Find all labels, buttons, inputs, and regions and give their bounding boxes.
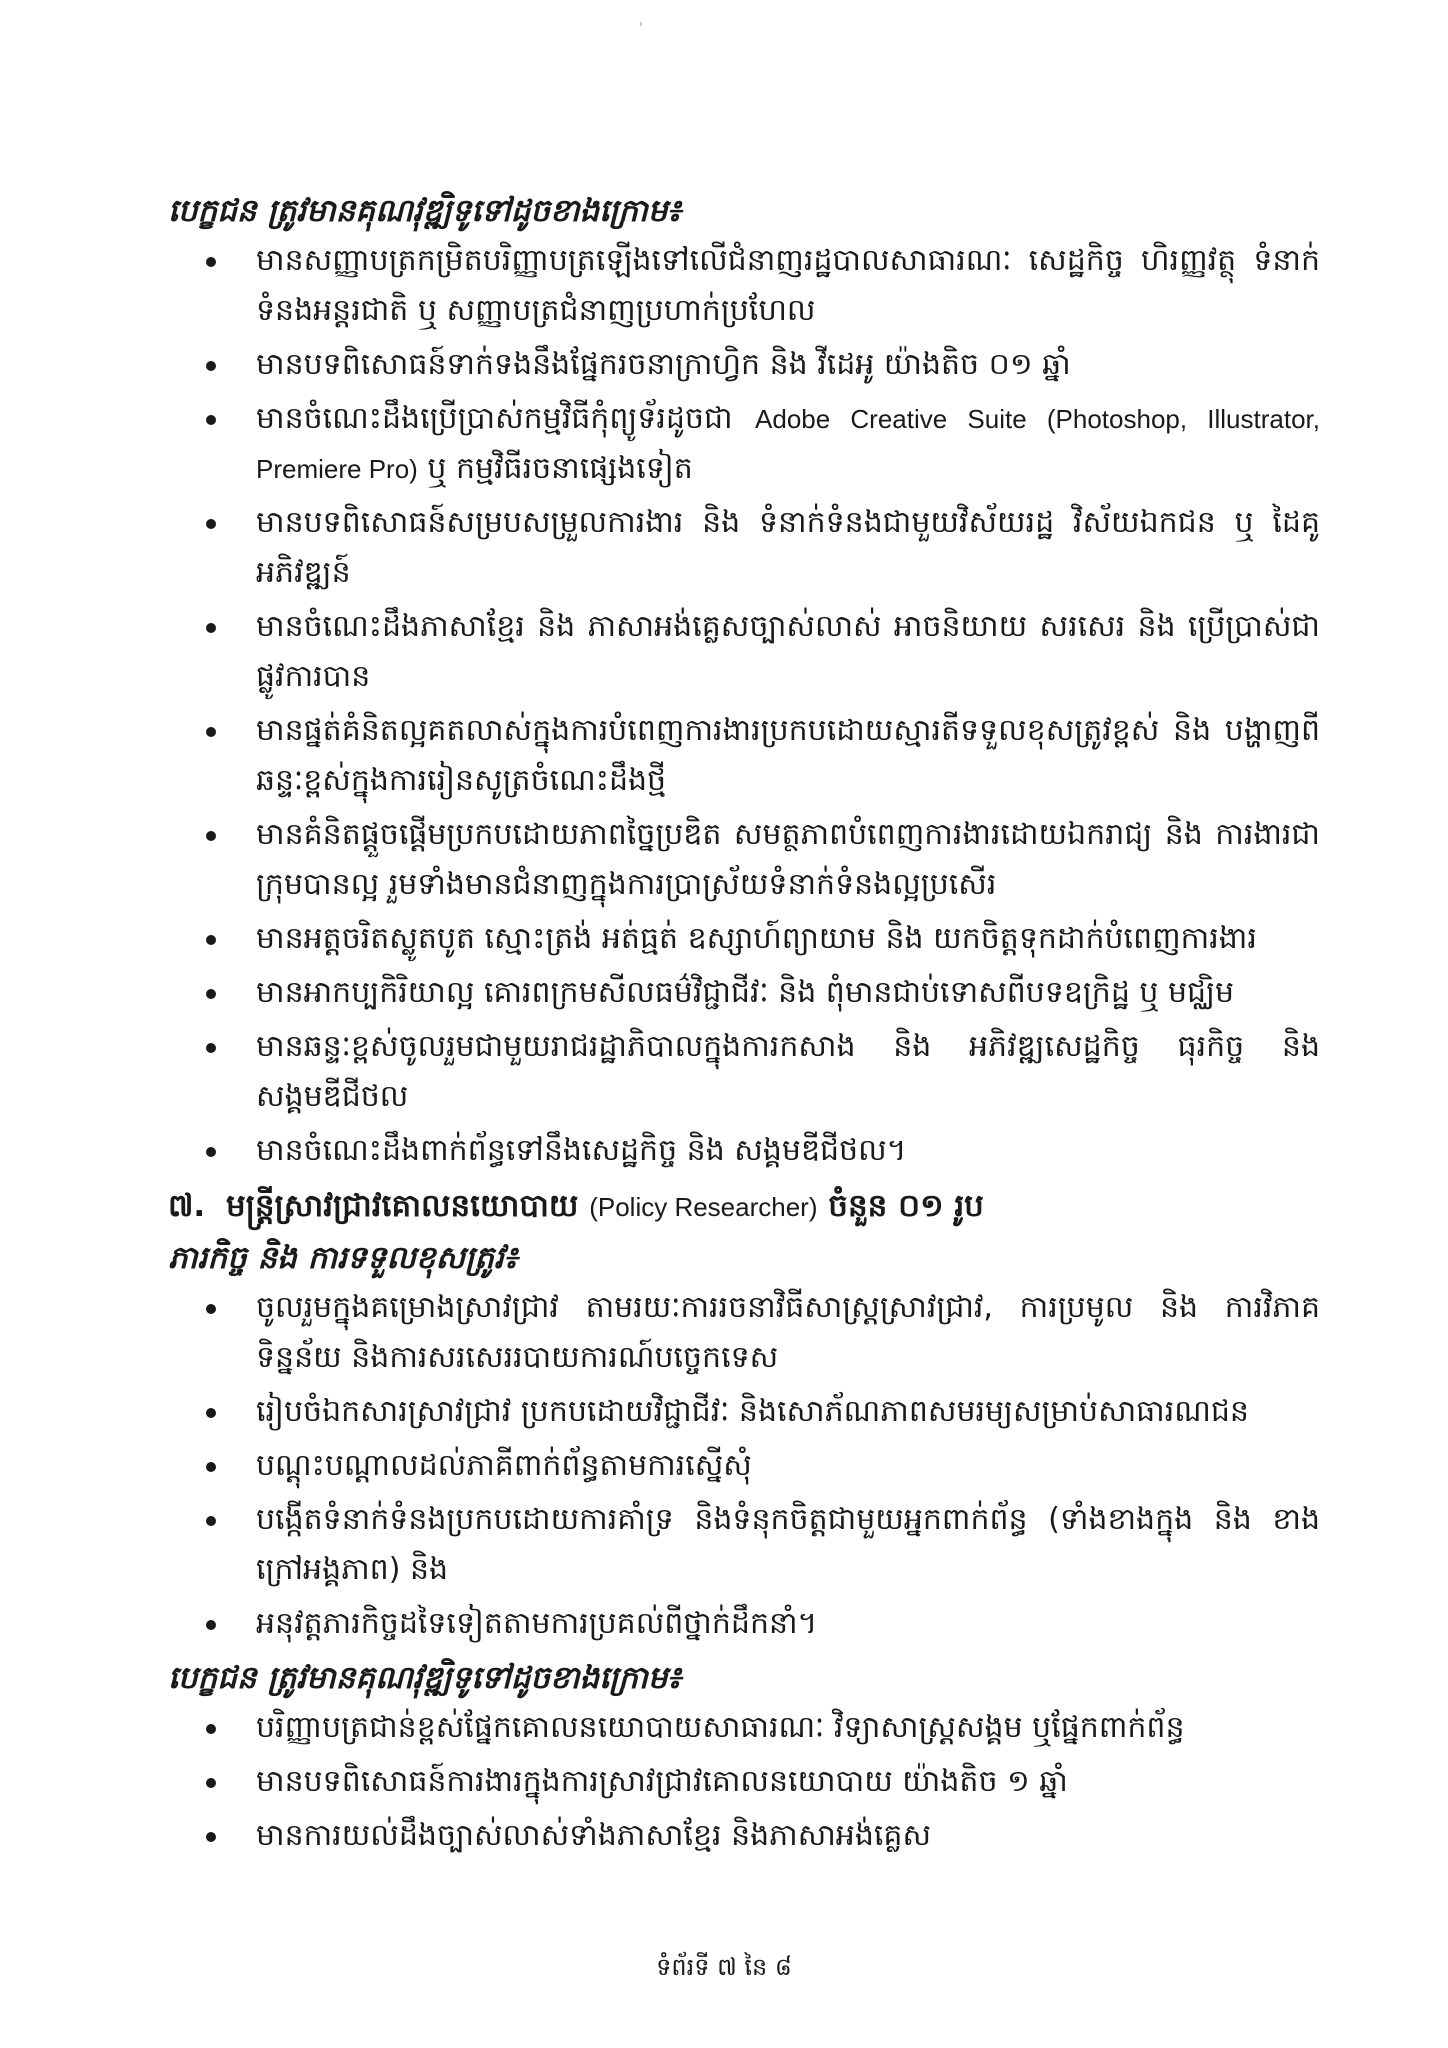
qualifications-heading: បេក្ខជន ត្រូវមានគុណវុឌ្ឍិទូទៅដូចខាងក្រោម៖ xyxy=(168,193,682,229)
list-item: មានឆន្ទៈខ្ពស់ចូលរួមជាមួយរាជរដ្ឋាភិបាលក្នុងការកសាង និង អភិវឌ្ឍសេដ្ឋកិច្ច ធុរកិច្ច និង សង្គមឌីជីថល xyxy=(256,1022,1320,1122)
list-item: បង្កើតទំនាក់ទំនងប្រកបដោយការគាំទ្រ និងទំនុកចិត្តជាមួយអ្នកពាក់ព័ន្ធ (ទាំងខាងក្នុង និង ខាងក្រៅអង្គភាព) និង xyxy=(256,1495,1320,1595)
list-item: រៀបចំឯកសារស្រាវជ្រាវ ប្រកបដោយវិជ្ជាជីវៈ និងសោភ័ណភាពសមរម្យសម្រាប់សាធារណជន xyxy=(256,1387,1320,1437)
qualifications-list-2 xyxy=(168,1703,1320,1861)
document-body xyxy=(168,186,1320,1865)
qualifications-heading-2: បេក្ខជន ត្រូវមានគុណវុឌ្ឍិទូទៅដូចខាងក្រោម៖ xyxy=(168,1660,682,1696)
list-item: មានគំនិតផ្តួចផ្តើមប្រកបដោយភាពច្នៃប្រឌិត សមត្ថភាពបំពេញការងារដោយឯករាជ្យ និង ការងារជាក្រុមបានល្អ រួមទាំងមានជំនាញក្នុងការប្រាស្រ័យទំនាក់ទំនងល្អប្រសើរ xyxy=(256,810,1320,910)
list-item: មានសញ្ញាបត្រកម្រិតបរិញ្ញាបត្រឡើងទៅលើជំនាញរដ្ឋបាលសាធារណៈ សេដ្ឋកិច្ច ហិរញ្ញវត្ថុ ទំនាក់ទំនងអន្តរជាតិ ឬ សញ្ញាបត្រជំនាញប្រហាក់ប្រហែល xyxy=(256,236,1320,336)
list-item: អនុវត្តភារកិច្ចដទៃទៀតតាមការប្រគល់ពីថ្នាក់ដឹកនាំ។ xyxy=(256,1599,1320,1649)
position-count: ចំនួន ០១ រូប xyxy=(828,1188,984,1224)
list-item: មានអាកប្បកិរិយាល្អ គោរពក្រមសីលធម៌វិជ្ជាជីវៈ និង ពុំមានជាប់ទោសពីបទឧក្រិដ្ឋ ឬ មជ្ឈិម xyxy=(256,968,1320,1018)
list-item: មានបទពិសោធន៍ទាក់ទងនឹងផ្នែករចនាក្រាហ្វិក និង វីដេអូ យ៉ាងតិច ០១ ឆ្នាំ xyxy=(256,340,1320,390)
qualifications-list xyxy=(168,236,1320,1176)
software-list: Adobe Creative Suite (Photoshop, Illustrator, Premiere Pro) xyxy=(256,404,1320,484)
list-item: មានផ្នត់គំនិតល្អគតលាស់ក្នុងការបំពេញការងារប្រកបដោយស្មារតីទទួលខុសត្រូវខ្ពស់ និង បង្ហាញពីឆន្ទៈខ្ពស់ក្នុងការរៀនសូត្រចំណេះដឹងថ្មី xyxy=(256,706,1320,806)
section-title xyxy=(168,1180,1320,1233)
list-item: បណ្តុះបណ្តាលដល់ភាគីពាក់ព័ន្ធតាមការស្នើសុំ xyxy=(256,1441,1320,1491)
position-title: មន្ត្រីស្រាវជ្រាវគោលនយោបាយ xyxy=(226,1188,579,1224)
list-item xyxy=(256,394,1320,494)
duties-list xyxy=(168,1283,1320,1649)
list-item: មានបទពិសោធន៍ការងារក្នុងការស្រាវជ្រាវគោលនយោបាយ យ៉ាងតិច ១ ឆ្នាំ xyxy=(256,1757,1320,1807)
list-item: មានបទពិសោធន៍សម្របសម្រួលការងារ និង ទំនាក់ទំនងជាមួយវិស័យរដ្ឋ វិស័យឯកជន ឬ ដៃគូអភិវឌ្ឍន៍ xyxy=(256,498,1320,598)
software-prefix: មានចំណេះដឹងប្រើប្រាស់កម្មវិធីកុំព្យូទ័រដូចជា xyxy=(256,401,733,436)
page-number: ទំព័រទី ៧ នៃ ៨ xyxy=(656,1953,792,1981)
software-suffix: ឬ កម្មវិធីរចនាផ្សេងទៀត xyxy=(427,451,693,486)
section-number: ៧. xyxy=(168,1188,206,1224)
list-item: មានចំណេះដឹងភាសាខ្មែរ និង ភាសាអង់គ្លេសច្បាស់លាស់ អាចនិយាយ សរសេរ និង ប្រើប្រាស់ជាផ្លូវការបាន xyxy=(256,602,1320,702)
list-item: មានចំណេះដឹងពាក់ព័ន្ធទៅនឹងសេដ្ឋកិច្ច និង សង្គមឌីជីថល។ xyxy=(256,1126,1320,1176)
list-item: បរិញ្ញាបត្រជាន់ខ្ពស់ផ្នែកគោលនយោបាយសាធារណៈ វិទ្យាសាស្ត្រសង្គម ឬផ្នែកពាក់ព័ន្ធ xyxy=(256,1703,1320,1753)
list-item: មានការយល់ដឹងច្បាស់លាស់ទាំងភាសាខ្មែរ និងភាសាអង់គ្លេស xyxy=(256,1811,1320,1861)
list-item: ចូលរួមក្នុងគម្រោងស្រាវជ្រាវ តាមរយៈការរចនាវិធីសាស្ត្រស្រាវជ្រាវ, ការប្រមូល និង ការវិភាគទិន្នន័យ និងការសរសេររបាយការណ៍បច្ចេកទេស xyxy=(256,1283,1320,1383)
list-item: មានអត្តចរិតស្លូតបូត ស្មោះត្រង់ អត់ធ្មត់ ឧស្សាហ៍ព្យាយាម និង យកចិត្តទុកដាក់បំពេញការងារ xyxy=(256,914,1320,964)
position-title-en: (Policy Researcher) xyxy=(589,1192,818,1222)
duties-heading: ភារកិច្ច និង ការទទួលខុសត្រូវ៖ xyxy=(168,1240,518,1276)
scan-mark xyxy=(640,22,642,26)
